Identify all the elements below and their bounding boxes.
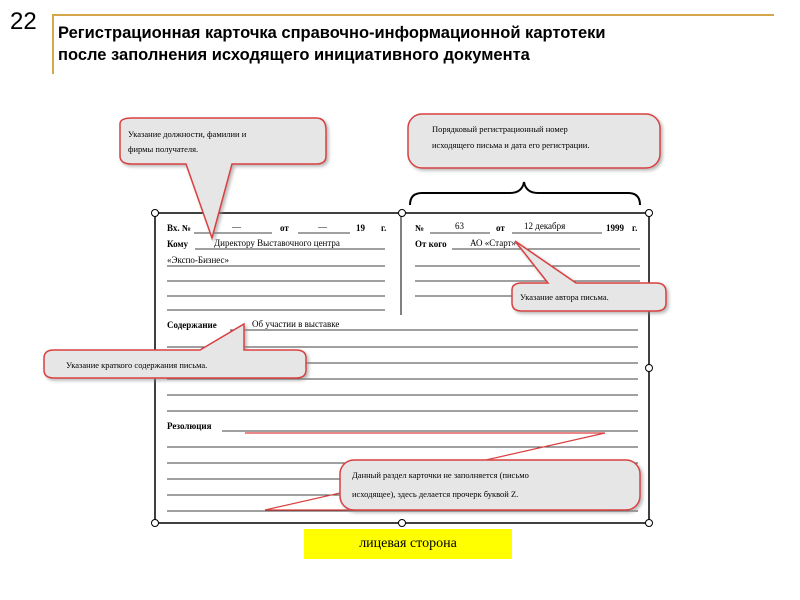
caption-front-side: лицевая сторона [304, 529, 512, 559]
otkogo-value: АО «Старт» [470, 238, 517, 248]
callout-regnum-line-1: Порядковый регистрационный номер [432, 124, 568, 134]
handle [646, 210, 653, 217]
ot2-label: от [496, 223, 505, 233]
no-label: № [415, 223, 425, 233]
title-line-1: Регистрационная карточка справочно-информационной картотеки [58, 24, 606, 42]
handle [152, 520, 159, 527]
handle [399, 520, 406, 527]
no-value: 63 [455, 221, 464, 231]
year2-value: 1999 [606, 223, 624, 233]
callout-section [340, 460, 640, 510]
callout-summary-text: Указание краткого содержания письма. [66, 360, 208, 370]
ot2-value: 12 декабря [524, 221, 566, 231]
year2-suffix: г. [632, 223, 638, 233]
rezolyutsiya-label: Резолюция [167, 421, 212, 431]
callout-recipient-line-2: фирмы получателя. [128, 144, 199, 154]
vx-label: Вх. № [167, 223, 191, 233]
callout-author-text: Указание автора письма. [520, 292, 609, 302]
ot-label: от [280, 223, 289, 233]
year-label: 19 [356, 223, 365, 233]
handle [646, 365, 653, 372]
komu-line-1: Директору Выставочного центра [214, 238, 340, 248]
soderzhanie-value: Об участии в выставке [252, 319, 340, 329]
soderzhanie-label: Содержание [167, 320, 217, 330]
ot-value: — [318, 222, 327, 232]
slide-number: 22 [10, 8, 37, 35]
handle [646, 520, 653, 527]
callout-regnum-line-2: исходящего письма и дата его регистрации. [432, 140, 590, 150]
year-suffix: г. [381, 223, 387, 233]
vx-value: — [232, 222, 241, 232]
callout-recipient-line-1: Указание должности, фамилии и [128, 129, 247, 139]
komu-line-2: «Экспо-Бизнес» [167, 255, 229, 265]
callout-regnum [408, 114, 660, 168]
title-line-2: после заполнения исходящего инициативного документа [58, 46, 530, 64]
callout-section-line-1: Данный раздел карточки не заполняется (письмо [352, 470, 529, 480]
brace-regnum [410, 182, 640, 205]
komu-label: Кому [167, 239, 189, 249]
callout-section-line-2: исходящее), здесь делается прочерк буквой Z. [352, 489, 519, 499]
otkogo-label: От кого [415, 239, 447, 249]
handle [399, 210, 406, 217]
handle [152, 210, 159, 217]
